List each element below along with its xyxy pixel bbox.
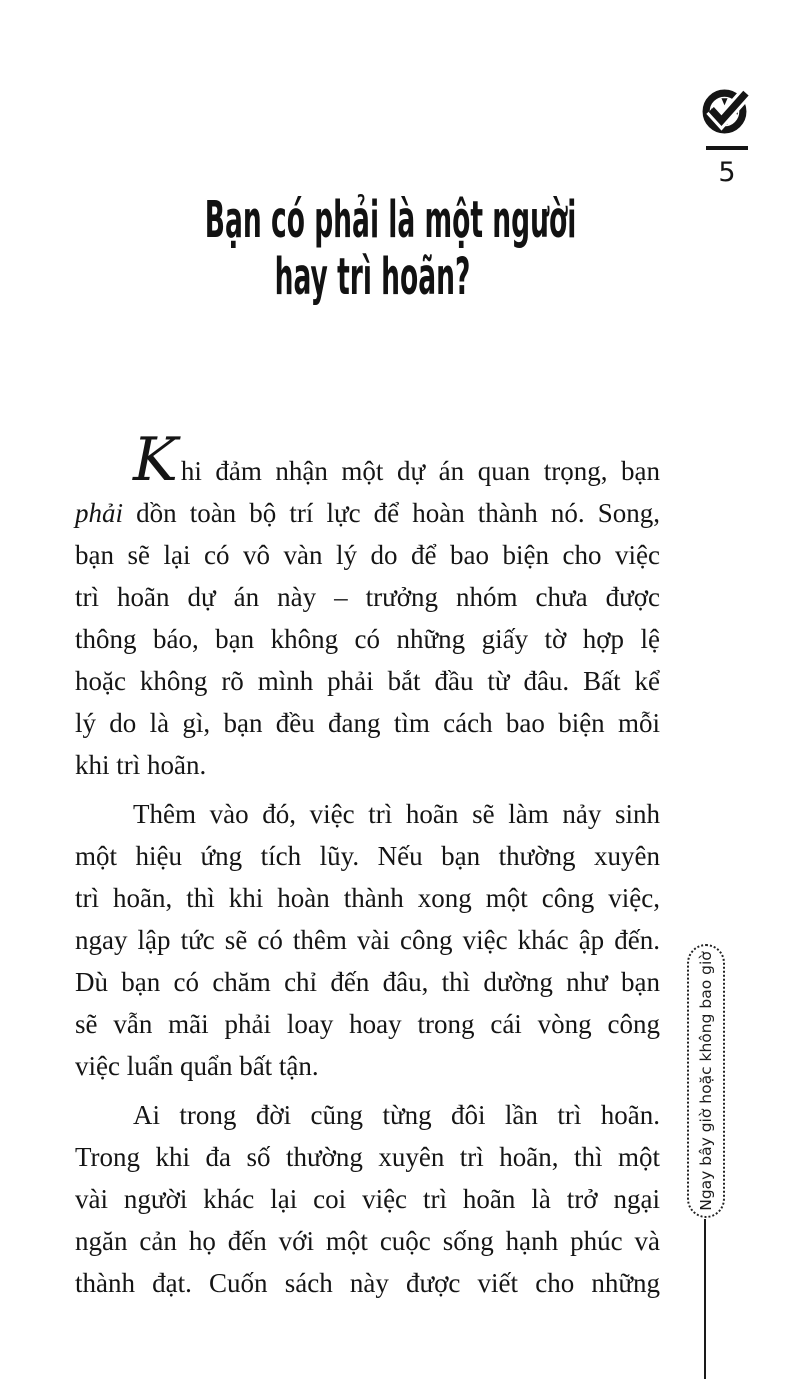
text-line: khi trì hoãn.	[75, 750, 207, 780]
text-line: bạn sẽ lại có vô vàn lý do để bao biện cho việc	[75, 540, 660, 570]
text-line: vài người khác lại coi việc trì hoãn là trở ngại	[75, 1184, 660, 1214]
text-line: Trong khi đa số thường xuyên trì hoãn, thì một	[75, 1142, 660, 1172]
text-line: thông báo, bạn không có những giấy tờ hợp lệ	[75, 624, 660, 654]
page-number: 5	[718, 157, 736, 188]
vertical-rule	[704, 1219, 706, 1379]
text-line: sẽ vẫn mãi phải loay hoay trong cái vòng công	[75, 1009, 660, 1039]
body-text	[75, 425, 660, 1304]
text-line: việc luẩn quẩn bất tận.	[75, 1051, 319, 1081]
text-line: trì hoãn dự án này – trưởng nhóm chưa được	[75, 582, 660, 612]
text-line: Dù bạn có chăm chỉ đến đâu, thì dường như bạn	[75, 967, 660, 997]
text-line: một hiệu ứng tích lũy. Nếu bạn thường xuyên	[75, 841, 660, 871]
paragraph	[75, 793, 660, 1087]
page-number-rule	[706, 146, 748, 150]
book-title-vertical-label: Ngay bây giờ hoặc không bao giờ	[697, 951, 715, 1211]
text-line: ngăn cản họ đến với một cuộc sống hạnh phúc và	[75, 1226, 660, 1256]
chapter-title-line-1: Bạn có phải là một người	[204, 191, 577, 250]
text-line: Thêm vào đó, việc trì hoãn sẽ làm nảy sinh	[133, 799, 660, 829]
text-line: ngay lập tức sẽ có thêm vài công việc khác ập đến.	[75, 925, 660, 955]
paragraph	[75, 425, 660, 786]
text-line: thành đạt. Cuốn sách này được viết cho những	[75, 1268, 660, 1298]
text-line: lý do là gì, bạn đều đang tìm cách bao biện mỗi	[75, 708, 660, 738]
text-line: Ai trong đời cũng từng đôi lần trì hoãn.	[133, 1100, 660, 1130]
text-line: Khi đảm nhận một dự án quan trọng, bạn	[133, 425, 660, 495]
book-title-tab	[687, 944, 725, 1218]
chapter-title-line-2: hay trì hoãn?	[274, 248, 471, 307]
text-line: hoặc không rõ mình phải bắt đầu từ đâu. Bất kể	[75, 666, 660, 696]
clock-check-icon	[700, 87, 749, 136]
drop-cap: K	[133, 425, 179, 495]
text-line: phải dồn toàn bộ trí lực để hoàn thành nó. Song,	[75, 498, 660, 528]
paragraph	[75, 1094, 660, 1304]
text-line: trì hoãn, thì khi hoàn thành xong một công việc,	[75, 883, 660, 913]
chapter-title	[204, 191, 577, 307]
